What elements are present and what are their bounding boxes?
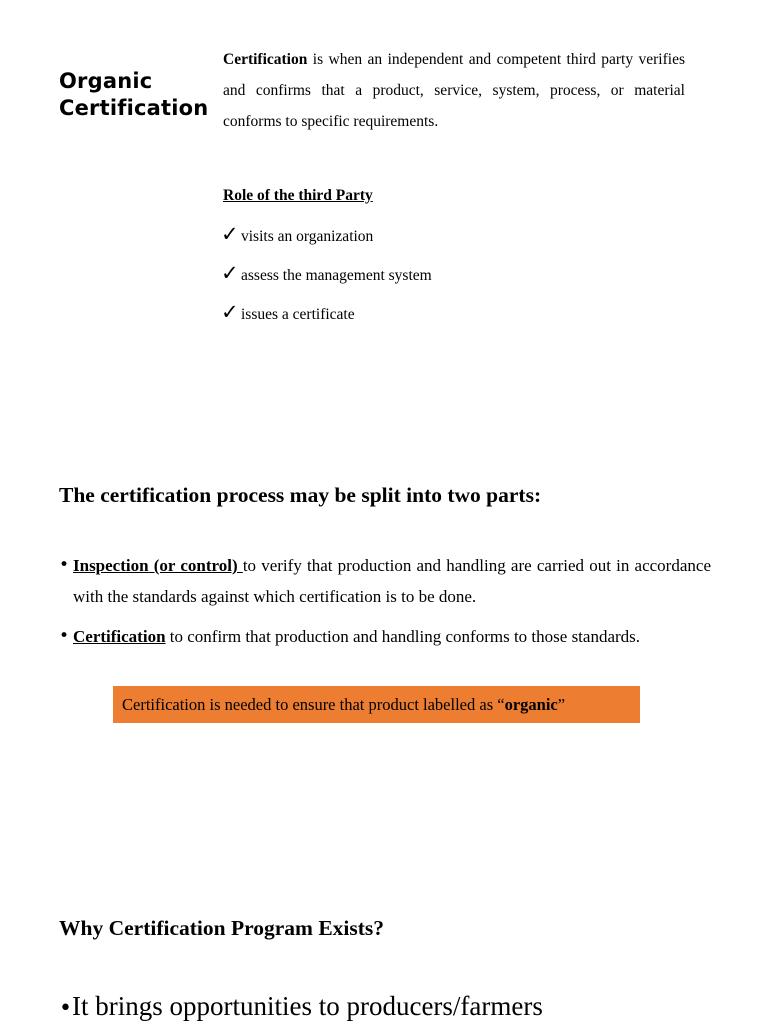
callout-suffix: ” <box>557 695 566 714</box>
check-mark-icon: ✓ <box>221 222 239 246</box>
process-item-term: Inspection (or control) <box>73 556 243 575</box>
role-heading: Role of the third Party <box>223 187 373 204</box>
why-item <box>59 988 543 1027</box>
role-item <box>221 263 432 285</box>
why-item-text: It brings opportunities to producers/farmers <box>71 991 543 1021</box>
process-heading: The certification process may be split into two parts: <box>59 483 542 507</box>
role-item <box>221 302 355 324</box>
role-item-text: visits an organization <box>241 228 374 245</box>
definition-text: is when an independent and competent third party verifies and confirms that a product, service, system, process, or material conforms to specific requirements. <box>223 51 685 130</box>
certification-definition <box>223 44 685 137</box>
callout-prefix: Certification is needed to ensure that product labelled as “ <box>122 695 505 714</box>
role-item-text: issues a certificate <box>241 306 355 323</box>
process-item-text: to verify that production and handling are carried out in accordance with the standards against which certification is to be done. <box>73 556 711 606</box>
bullet-icon: • <box>59 626 70 646</box>
role-item <box>221 224 373 246</box>
organic-callout <box>113 686 640 723</box>
process-item-inspection <box>59 550 711 612</box>
process-item-certification <box>59 621 711 652</box>
role-item-text: assess the management system <box>241 267 432 284</box>
process-item-text: to confirm that production and handling conforms to those standards. <box>165 627 641 646</box>
check-mark-icon: ✓ <box>221 300 239 324</box>
bullet-icon: • <box>59 996 72 1021</box>
definition-term: Certification <box>223 51 308 68</box>
check-mark-icon: ✓ <box>221 261 239 285</box>
why-heading: Why Certification Program Exists? <box>59 916 385 940</box>
bullet-icon: • <box>59 555 70 575</box>
page-title: Organic Certification <box>59 69 209 120</box>
process-item-term: Certification <box>73 627 166 646</box>
callout-bold: organic <box>504 695 558 714</box>
